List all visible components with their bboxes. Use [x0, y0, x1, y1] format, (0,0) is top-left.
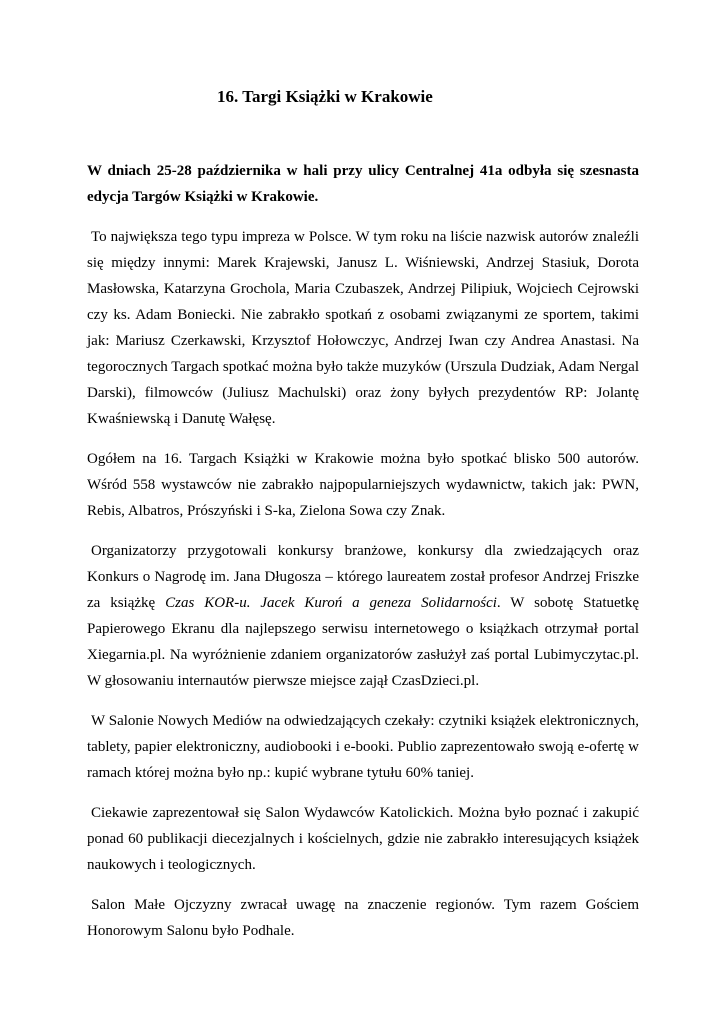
document-title: 16. Targi Książki w Krakowie: [217, 87, 433, 106]
lead-paragraph: W dniach 25-28 października w hali przy ulicy Centralnej 41a odbyła się szesnasta edycja Targów Książki w Krakowie.: [87, 163, 639, 205]
paragraph-exhibitors: Ogółem na 16. Targach Książki w Krakowie można było spotkać blisko 500 autorów. Wśród 558 wystawców nie zabrakło najpopularniejszych wydawnictw, takich jak: PWN, Rebis, Albatros, Prószyński i S-ka, Zielona Sowa czy Znak.: [87, 451, 639, 519]
paragraph-authors: To największa tego typu impreza w Polsce. W tym roku na liście nazwisk autorów znaleźli się między innymi: Marek Krajewski, Janusz L. Wiśniewski, Andrzej Stasiuk, Dorota Masłowska, Katarzyna Grochola, Maria Czubaszek, Andrzej Pilipiuk, Wojciech Cejrowski czy ks. Adam Boniecki. Nie zabrakło spotkań z osobami związanymi ze sportem, takimi jak: Mariusz Czerkawski, Krzysztof Hołowczyc, Andrzej Iwan czy Andrea Anastasi. Na tegorocznych Targach spotkać można było także muzyków (Urszula Dudziak, Adam Nergal Darski), filmowców (Juliusz Machulski) oraz żony byłych prezydentów RP: Jolantę Kwaśniewską i Danutę Wałęsę.: [87, 229, 639, 427]
contests-text-end: . W sobotę Statuetkę Papierowego Ekranu dla najlepszego serwisu internetowego o książkach otrzymał portal Xiegarnia.pl. Na wyróżnienie zdaniem organizatorów zasłużył zaś portal Lubimyczytac.pl. W głosowaniu internautów pierwsze miejsce zajął CzasDzieci.pl.: [87, 595, 639, 689]
paragraph-contests: [87, 538, 639, 694]
paragraph-new-media: W Salonie Nowych Mediów na odwiedzających czekały: czytniki książek elektronicznych, tablety, papier elektroniczny, audiobooki i e-booki. Publio zaprezentowało swoją e-ofertę w ramach której można było np.: kupić wybrane tytułu 60% taniej.: [87, 713, 639, 781]
article-body: [87, 158, 639, 958]
paragraph-catholic-publishers: Ciekawie zaprezentował się Salon Wydawców Katolickich. Można było poznać i zakupić ponad 60 publikacji diecezjalnych i kościelnych, gdzie nie zabrakło interesujących książek naukowych i teologicznych.: [87, 805, 639, 873]
paragraph-small-homelands: Salon Małe Ojczyzny zwracał uwagę na znaczenie regionów. Tym razem Gościem Honorowym Salonu było Podhale.: [87, 897, 639, 939]
book-title-italic: Czas KOR-u. Jacek Kuroń a geneza Solidarności: [165, 595, 497, 611]
contests-text-start: Organizatorzy przygotowali konkursy branżowe, konkursy dla zwiedzających oraz Konkurs o Nagrodę im. Jana Długosza – którego laureatem został profesor Andrzej Friszke za książkę: [87, 543, 639, 611]
